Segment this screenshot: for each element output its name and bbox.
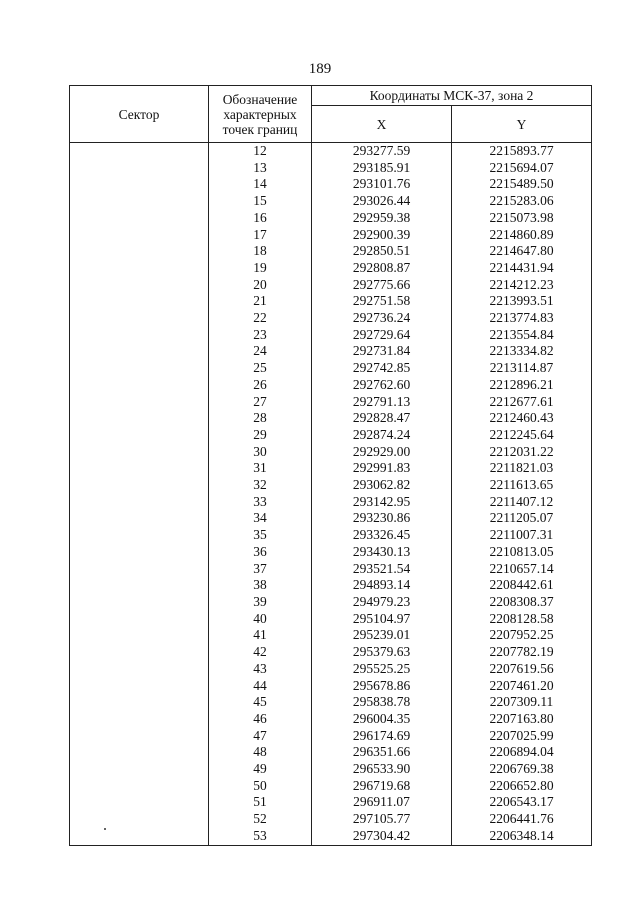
sector-cell: [70, 227, 209, 244]
y-coordinate-cell: 2207309.11: [452, 694, 592, 711]
point-number-cell: 37: [209, 561, 312, 578]
sector-cell: [70, 193, 209, 210]
y-coordinate-cell: 2210657.14: [452, 561, 592, 578]
table-row: [70, 694, 592, 711]
sector-cell: [70, 644, 209, 661]
y-coordinate-cell: 2206543.17: [452, 794, 592, 811]
sector-cell: [70, 494, 209, 511]
table-row: [70, 794, 592, 811]
point-number-cell: 16: [209, 210, 312, 227]
y-coordinate-cell: 2211407.12: [452, 494, 592, 511]
x-coordinate-cell: 292991.83: [312, 460, 452, 477]
y-coordinate-cell: 2206769.38: [452, 761, 592, 778]
header-designation: Обозначение характерных точек границ: [209, 86, 312, 143]
table-row: [70, 210, 592, 227]
sector-cell: [70, 310, 209, 327]
table-row: [70, 627, 592, 644]
x-coordinate-cell: 295525.25: [312, 661, 452, 678]
table-row: [70, 728, 592, 745]
table-row: [70, 176, 592, 193]
point-number-cell: 18: [209, 243, 312, 260]
point-number-cell: 31: [209, 460, 312, 477]
point-number-cell: 26: [209, 377, 312, 394]
point-number-cell: 27: [209, 394, 312, 411]
sector-cell: [70, 594, 209, 611]
table-row: [70, 460, 592, 477]
y-coordinate-cell: 2211613.65: [452, 477, 592, 494]
x-coordinate-cell: 296174.69: [312, 728, 452, 745]
y-coordinate-cell: 2206894.04: [452, 744, 592, 761]
table-row: [70, 494, 592, 511]
x-coordinate-cell: 292762.60: [312, 377, 452, 394]
point-number-cell: 44: [209, 678, 312, 695]
y-coordinate-cell: 2207025.99: [452, 728, 592, 745]
point-number-cell: 35: [209, 527, 312, 544]
table-row: [70, 343, 592, 360]
x-coordinate-cell: 295239.01: [312, 627, 452, 644]
table-row: [70, 778, 592, 795]
x-coordinate-cell: 295379.63: [312, 644, 452, 661]
x-coordinate-cell: 292929.00: [312, 444, 452, 461]
header-sector: Сектор: [70, 86, 209, 143]
header-coordinates: Координаты МСК-37, зона 2: [312, 86, 592, 106]
point-number-cell: 49: [209, 761, 312, 778]
point-number-cell: 34: [209, 510, 312, 527]
y-coordinate-cell: 2208308.37: [452, 594, 592, 611]
x-coordinate-cell: 293430.13: [312, 544, 452, 561]
header-y: Y: [452, 106, 592, 143]
y-coordinate-cell: 2215489.50: [452, 176, 592, 193]
y-coordinate-cell: 2213993.51: [452, 293, 592, 310]
x-coordinate-cell: 292751.58: [312, 293, 452, 310]
x-coordinate-cell: 295678.86: [312, 678, 452, 695]
y-coordinate-cell: 2215694.07: [452, 160, 592, 177]
y-coordinate-cell: 2210813.05: [452, 544, 592, 561]
table-row: [70, 143, 592, 160]
point-number-cell: 51: [209, 794, 312, 811]
sector-cell: [70, 577, 209, 594]
sector-cell: [70, 260, 209, 277]
y-coordinate-cell: 2206652.80: [452, 778, 592, 795]
point-number-cell: 47: [209, 728, 312, 745]
point-number-cell: 46: [209, 711, 312, 728]
sector-cell: [70, 828, 209, 845]
point-number-cell: 33: [209, 494, 312, 511]
point-number-cell: 30: [209, 444, 312, 461]
sector-cell: [70, 527, 209, 544]
y-coordinate-cell: 2215893.77: [452, 143, 592, 160]
x-coordinate-cell: 292850.51: [312, 243, 452, 260]
table-row: [70, 811, 592, 828]
point-number-cell: 52: [209, 811, 312, 828]
point-number-cell: 12: [209, 143, 312, 160]
sector-cell: [70, 243, 209, 260]
y-coordinate-cell: 2215283.06: [452, 193, 592, 210]
point-number-cell: 50: [209, 778, 312, 795]
table-body: [70, 143, 592, 846]
sector-cell: [70, 293, 209, 310]
x-coordinate-cell: 292959.38: [312, 210, 452, 227]
y-coordinate-cell: 2213774.83: [452, 310, 592, 327]
table-row: [70, 227, 592, 244]
table-row: [70, 510, 592, 527]
point-number-cell: 42: [209, 644, 312, 661]
table-row: [70, 260, 592, 277]
point-number-cell: 39: [209, 594, 312, 611]
y-coordinate-cell: 2212677.61: [452, 394, 592, 411]
sector-cell: [70, 427, 209, 444]
x-coordinate-cell: 296911.07: [312, 794, 452, 811]
table-row: [70, 594, 592, 611]
sector-cell: [70, 778, 209, 795]
point-number-cell: 40: [209, 611, 312, 628]
sector-cell: [70, 761, 209, 778]
page-number: 189: [308, 61, 332, 77]
sector-cell: [70, 277, 209, 294]
table-row: [70, 243, 592, 260]
table-row: [70, 661, 592, 678]
table-row: [70, 477, 592, 494]
sector-cell: [70, 811, 209, 828]
point-number-cell: 48: [209, 744, 312, 761]
x-coordinate-cell: 292742.85: [312, 360, 452, 377]
point-number-cell: 32: [209, 477, 312, 494]
sector-cell: [70, 343, 209, 360]
point-number-cell: 28: [209, 410, 312, 427]
x-coordinate-cell: 293142.95: [312, 494, 452, 511]
table-row: [70, 310, 592, 327]
sector-cell: [70, 611, 209, 628]
y-coordinate-cell: 2211821.03: [452, 460, 592, 477]
table-row: [70, 744, 592, 761]
x-coordinate-cell: 292900.39: [312, 227, 452, 244]
x-coordinate-cell: 292828.47: [312, 410, 452, 427]
point-number-cell: 36: [209, 544, 312, 561]
x-coordinate-cell: 292731.84: [312, 343, 452, 360]
x-coordinate-cell: 294979.23: [312, 594, 452, 611]
x-coordinate-cell: 293277.59: [312, 143, 452, 160]
y-coordinate-cell: 2208128.58: [452, 611, 592, 628]
x-coordinate-cell: 293062.82: [312, 477, 452, 494]
table-row: [70, 711, 592, 728]
point-number-cell: 53: [209, 828, 312, 845]
x-coordinate-cell: 292874.24: [312, 427, 452, 444]
y-coordinate-cell: 2211205.07: [452, 510, 592, 527]
table-row: [70, 561, 592, 578]
y-coordinate-cell: 2214860.89: [452, 227, 592, 244]
x-coordinate-cell: 292775.66: [312, 277, 452, 294]
y-coordinate-cell: 2213554.84: [452, 327, 592, 344]
table-row: [70, 160, 592, 177]
table-row: [70, 678, 592, 695]
table-row: [70, 577, 592, 594]
y-coordinate-cell: 2206441.76: [452, 811, 592, 828]
coordinates-table: [69, 85, 592, 846]
y-coordinate-cell: 2207163.80: [452, 711, 592, 728]
x-coordinate-cell: 297105.77: [312, 811, 452, 828]
y-coordinate-cell: 2208442.61: [452, 577, 592, 594]
point-number-cell: 19: [209, 260, 312, 277]
table-row: [70, 828, 592, 845]
x-coordinate-cell: 293026.44: [312, 193, 452, 210]
table-row: [70, 277, 592, 294]
y-coordinate-cell: 2214212.23: [452, 277, 592, 294]
table-row: [70, 611, 592, 628]
x-coordinate-cell: 292791.13: [312, 394, 452, 411]
x-coordinate-cell: 293326.45: [312, 527, 452, 544]
point-number-cell: 13: [209, 160, 312, 177]
x-coordinate-cell: 292729.64: [312, 327, 452, 344]
sector-cell: [70, 160, 209, 177]
y-coordinate-cell: 2212896.21: [452, 377, 592, 394]
y-coordinate-cell: 2207952.25: [452, 627, 592, 644]
x-coordinate-cell: 296533.90: [312, 761, 452, 778]
point-number-cell: 15: [209, 193, 312, 210]
point-number-cell: 20: [209, 277, 312, 294]
sector-cell: [70, 544, 209, 561]
y-coordinate-cell: 2214431.94: [452, 260, 592, 277]
x-coordinate-cell: 294893.14: [312, 577, 452, 594]
header-x: X: [312, 106, 452, 143]
point-number-cell: 24: [209, 343, 312, 360]
point-number-cell: 14: [209, 176, 312, 193]
sector-cell: [70, 360, 209, 377]
x-coordinate-cell: 292808.87: [312, 260, 452, 277]
point-number-cell: 43: [209, 661, 312, 678]
sector-cell: [70, 377, 209, 394]
table-row: [70, 410, 592, 427]
sector-cell: [70, 444, 209, 461]
point-number-cell: 45: [209, 694, 312, 711]
sector-cell: [70, 143, 209, 160]
table-row: [70, 360, 592, 377]
sector-cell: [70, 627, 209, 644]
y-coordinate-cell: 2215073.98: [452, 210, 592, 227]
y-coordinate-cell: 2211007.31: [452, 527, 592, 544]
table-row: [70, 644, 592, 661]
table-row: [70, 427, 592, 444]
table-row: [70, 444, 592, 461]
table-row: [70, 761, 592, 778]
x-coordinate-cell: 295838.78: [312, 694, 452, 711]
sector-cell: [70, 728, 209, 745]
point-number-cell: 29: [209, 427, 312, 444]
x-coordinate-cell: 293521.54: [312, 561, 452, 578]
point-number-cell: 17: [209, 227, 312, 244]
x-coordinate-cell: 293185.91: [312, 160, 452, 177]
sector-cell: [70, 661, 209, 678]
x-coordinate-cell: 296351.66: [312, 744, 452, 761]
y-coordinate-cell: 2207782.19: [452, 644, 592, 661]
sector-cell: [70, 410, 209, 427]
table-header: [70, 86, 592, 143]
sector-cell: [70, 394, 209, 411]
point-number-cell: 41: [209, 627, 312, 644]
table-row: [70, 527, 592, 544]
x-coordinate-cell: 297304.42: [312, 828, 452, 845]
y-coordinate-cell: 2213334.82: [452, 343, 592, 360]
y-coordinate-cell: 2214647.80: [452, 243, 592, 260]
y-coordinate-cell: 2212031.22: [452, 444, 592, 461]
table-row: [70, 394, 592, 411]
x-coordinate-cell: 296719.68: [312, 778, 452, 795]
sector-cell: [70, 694, 209, 711]
sector-cell: [70, 794, 209, 811]
y-coordinate-cell: 2206348.14: [452, 828, 592, 845]
y-coordinate-cell: 2212460.43: [452, 410, 592, 427]
point-number-cell: 23: [209, 327, 312, 344]
point-number-cell: 25: [209, 360, 312, 377]
point-number-cell: 38: [209, 577, 312, 594]
table-row: [70, 377, 592, 394]
x-coordinate-cell: 295104.97: [312, 611, 452, 628]
x-coordinate-cell: 293230.86: [312, 510, 452, 527]
table-row: [70, 327, 592, 344]
sector-cell: [70, 744, 209, 761]
table-row: [70, 544, 592, 561]
sector-cell: [70, 711, 209, 728]
y-coordinate-cell: 2213114.87: [452, 360, 592, 377]
sector-cell: [70, 460, 209, 477]
sector-cell: [70, 510, 209, 527]
sector-cell: [70, 678, 209, 695]
table-row: [70, 193, 592, 210]
sector-cell: [70, 561, 209, 578]
x-coordinate-cell: 293101.76: [312, 176, 452, 193]
point-number-cell: 21: [209, 293, 312, 310]
point-number-cell: 22: [209, 310, 312, 327]
sector-cell: [70, 210, 209, 227]
x-coordinate-cell: 292736.24: [312, 310, 452, 327]
x-coordinate-cell: 296004.35: [312, 711, 452, 728]
y-coordinate-cell: 2212245.64: [452, 427, 592, 444]
table-row: [70, 293, 592, 310]
y-coordinate-cell: 2207461.20: [452, 678, 592, 695]
sector-cell: [70, 176, 209, 193]
y-coordinate-cell: 2207619.56: [452, 661, 592, 678]
sector-cell: [70, 477, 209, 494]
sector-cell: [70, 327, 209, 344]
scan-speck: [104, 828, 106, 830]
